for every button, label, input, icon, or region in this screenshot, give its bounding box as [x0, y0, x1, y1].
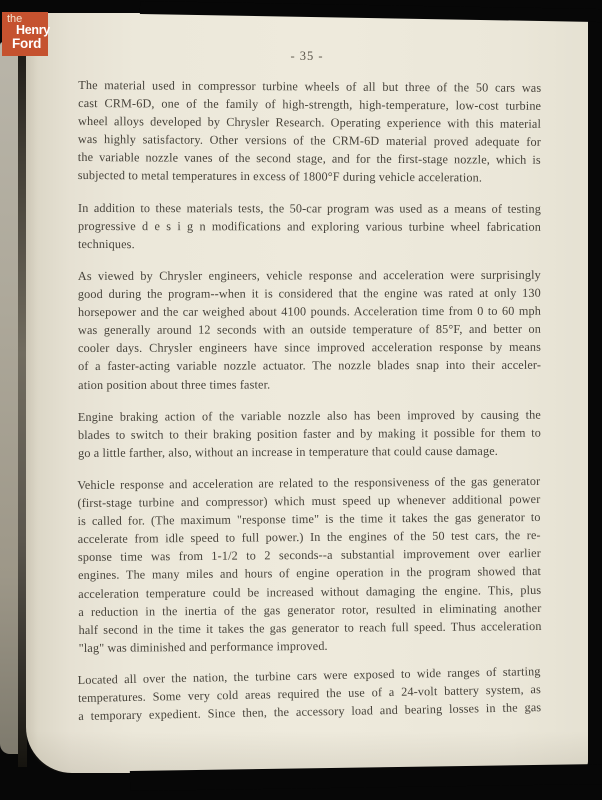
page-number: - 35 -: [290, 49, 324, 63]
paragraph: [78, 405, 541, 462]
text-line: (first-stage turbine and compressor) which must speed up whenever additional power: [77, 491, 541, 510]
document-page: [26, 13, 588, 773]
text-line: a reduction in the inertia of the gas generator rotor, resulted in eliminating another: [78, 600, 542, 619]
text-line: "lag" was diminished and performance improved.: [78, 638, 328, 655]
paragraph: [78, 199, 541, 254]
text-line: was generally around 12 seconds with an outside temperature of 85°F, and better on: [77, 321, 542, 338]
text-line: engines. The many miles and hours of engine operation in the program showed that: [78, 564, 542, 583]
text-line: the variable nozzle vanes of the second stage, and for the first-stage nozzle, which is: [77, 150, 541, 168]
text-line: progressive d e s i g n modifications and exploring various turbine wheel fabrication: [77, 218, 542, 234]
text-line: was highly satisfactory. Other versions of the CRM-6D material proved adequate for: [77, 132, 541, 150]
text-line: cooler days. Chrysler engineers have since improved acceleration response by means: [78, 340, 542, 356]
text-line: good during the program--when it is considered that the engine was rated at only 130: [77, 285, 541, 301]
text-line: Vehicle response and acceleration are related to the responsiveness of the gas generator: [77, 473, 541, 492]
text-line: horsepower and the car weighed about 4100 pounds. Acceleration time from 0 to 60 mph: [77, 303, 541, 320]
henry-ford-logo: [2, 12, 48, 56]
text-line: temperatures. Some very cold areas required the use of a 24-volt battery system, as: [77, 681, 542, 705]
logo-the: the: [7, 13, 23, 25]
logo-ford: Ford: [12, 36, 42, 51]
paragraph: [77, 662, 541, 725]
text-line: wheel alloys developed by Chrysler Research. Operating experience with this material: [78, 114, 542, 132]
text-line: is called for. (The maximum "response time" is the time it takes the gas generator to: [77, 509, 541, 528]
logo-henry: Henry: [16, 23, 50, 37]
text-line: Located all over the nation, the turbine cars were exposed to wide ranges of starting: [77, 663, 541, 687]
text-line: subjected to metal temperatures in excess of 1800°F during vehicle acceleration.: [77, 168, 483, 185]
text-line: techniques.: [77, 236, 135, 251]
text-line: cast CRM-6D, one of the family of high-strength, high-temperature, low-cost turbine: [78, 96, 542, 113]
paragraph: [77, 472, 542, 657]
text-line: of a faster-acting variable nozzle actuator. The nozzle blades snap into their acceler-: [78, 358, 542, 374]
text-line: As viewed by Chrysler engineers, vehicle response and acceleration were surprisingly: [77, 267, 541, 283]
text-line: The material used in compressor turbine wheels of all but three of the 50 cars was: [78, 78, 542, 95]
paragraph: [78, 266, 541, 394]
page-text: [78, 76, 541, 739]
text-line: half second in the time it takes the gas generator to reach full speed. Thus acceleration: [78, 618, 542, 637]
text-line: acceleration temperature could be increased without damaging the engine. This, plus: [78, 582, 542, 601]
text-line: blades to switch to their braking position faster and by making it possible for them to: [77, 425, 542, 442]
text-line: sponse time was from 1-1/2 to 2 seconds--a substantial improvement over earlier: [77, 546, 541, 565]
text-line: In addition to these materials tests, the 50-car program was used as a means of testing: [78, 200, 542, 216]
text-line: Engine braking action of the variable nozzle also has been improved by causing the: [77, 407, 541, 424]
text-line: a temporary expedient. Since then, the accessory load and bearing losses in the gas: [78, 700, 542, 723]
text-line: accelerate from idle speed to full power.) In the engines of the 50 test cars, the re-: [77, 528, 541, 547]
text-line: ation position about three times faster.: [78, 376, 271, 392]
page-edge-strip: [0, 42, 19, 754]
paragraph: [78, 76, 542, 187]
text-line: go a little farther, also, without an increase in temperature that could cause damage.: [78, 443, 498, 460]
